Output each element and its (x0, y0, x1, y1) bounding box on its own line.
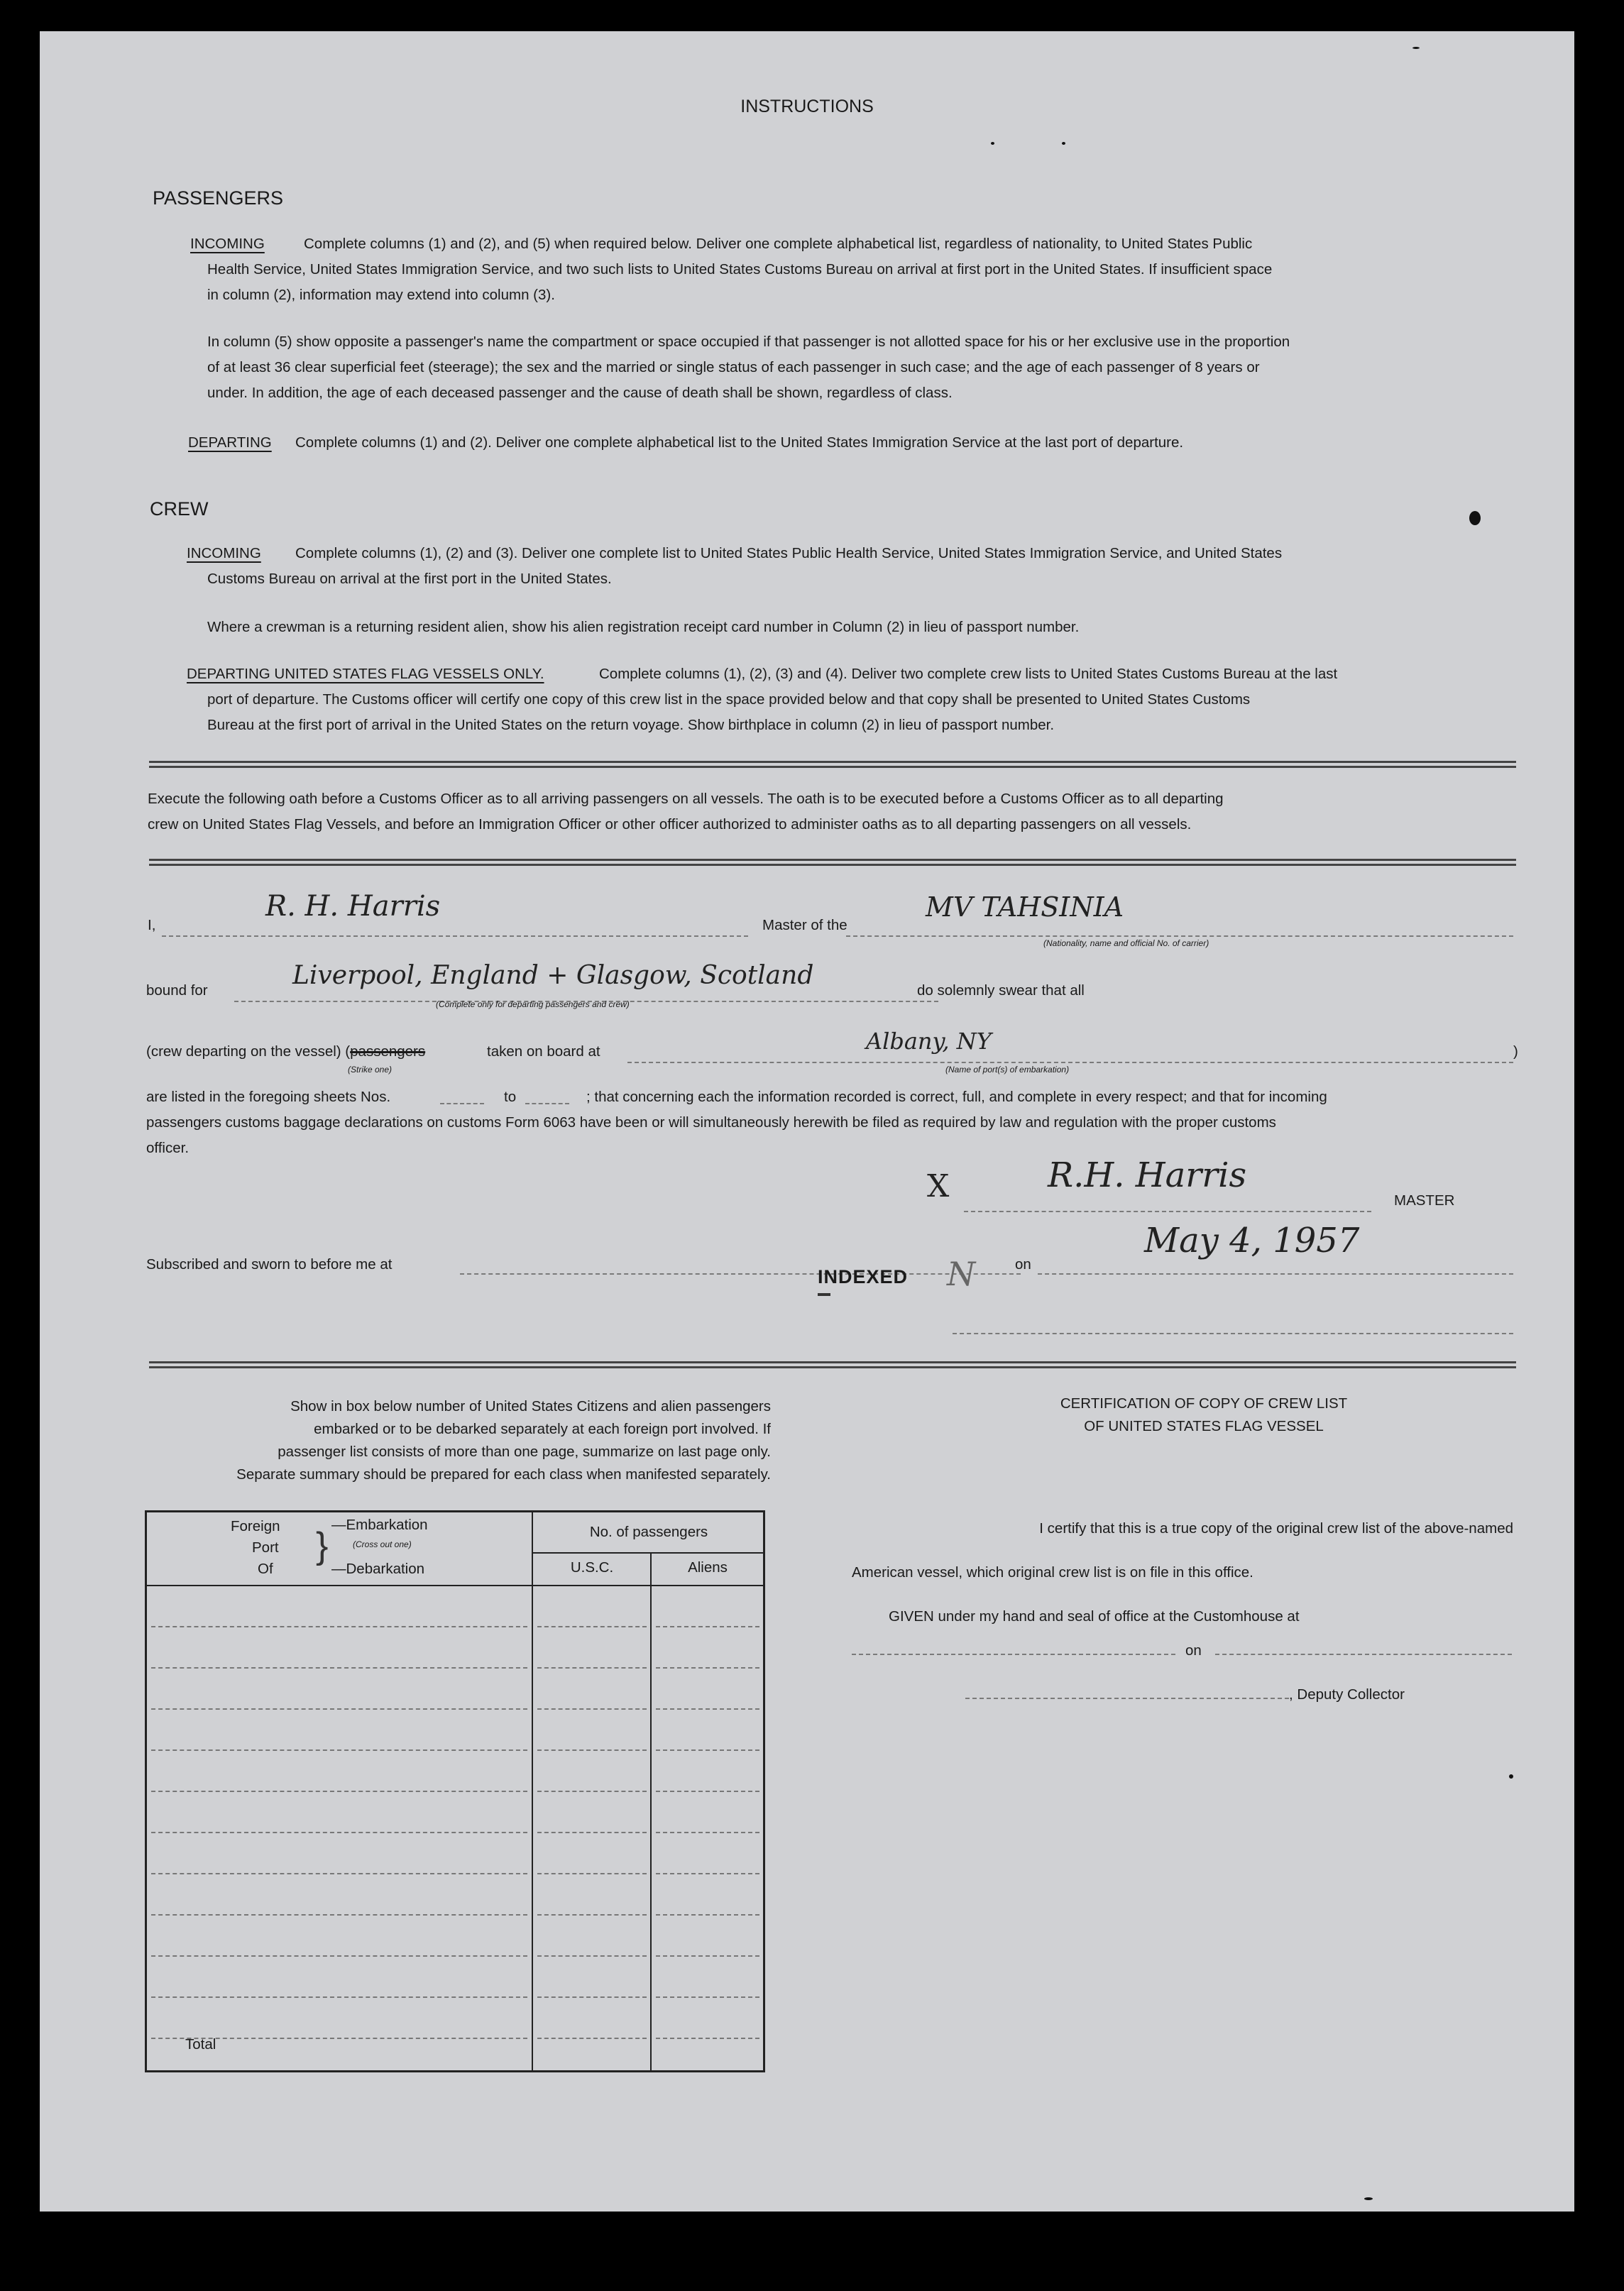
crew-resident-text: Where a crewman is a returning resident alien, show his alien registration receipt card number in Column (2) in lieu of passport number. (207, 619, 1080, 635)
cross-out-hint: (Cross out one) (353, 1539, 412, 1549)
column5-text-3: under. In addition, the age of each deceased passenger and the cause of death shall be shown, regardless of class. (207, 385, 953, 401)
crew-departing-text-2: port of departure. The Customs officer will certify one copy of this crew list in the space provided below and that copy shall be presented to United States Customs (207, 691, 1251, 708)
listed-text-a: are listed in the foregoing sheets Nos. (146, 1089, 391, 1105)
sheet-from-field[interactable] (440, 1096, 484, 1104)
port-header: Port (252, 1539, 279, 1556)
summary-cell[interactable] (151, 1751, 527, 1792)
subscribed-label: Subscribed and sworn to before me at (146, 1256, 393, 1273)
vessel-hint: (Nationality, name and official No. of carrier) (1043, 938, 1209, 948)
crew-departing-text-3: Bureau at the first port of arrival in the United States on the return voyage. Show birthplace in column (2) in lieu of passport number. (207, 717, 1055, 733)
summary-cell[interactable] (151, 1957, 527, 1998)
certification-on-label: on (1185, 1642, 1202, 1659)
of-header: Of (258, 1561, 273, 1577)
subscribed-date-field[interactable] (1038, 1266, 1513, 1275)
column5-text-1: In column (5) show opposite a passenger's name the compartment or space occupied if that passenger is not allotted space for his or her exclusive use in the proportion (207, 334, 1290, 350)
master-signature: R.H. Harris (1048, 1155, 1247, 1195)
usc-header: U.S.C. (570, 1559, 614, 1576)
summary-cell[interactable] (151, 1833, 527, 1874)
embarkation-label: —Embarkation (331, 1517, 428, 1533)
summary-intro-2: embarked or to be debarked separately at each foreign port involved. If (314, 1421, 771, 1437)
total-label: Total (185, 2036, 216, 2053)
summary-cell[interactable] (151, 1916, 527, 1957)
scan-speck (1412, 47, 1420, 49)
summary-intro-3: passenger list consists of more than one page, summarize on last page only. (278, 1444, 771, 1460)
signature-x: X (927, 1168, 950, 1204)
section-divider (149, 761, 1516, 768)
passengers-incoming-label: INCOMING (190, 236, 265, 252)
crew-heading: CREW (150, 498, 209, 520)
crew-incoming-text-2: Customs Bureau on arrival at the first port in the United States. (207, 571, 612, 587)
crew-departing-paren (146, 1039, 425, 1065)
scan-speck (1509, 1774, 1513, 1779)
section-divider (149, 1361, 1516, 1368)
summary-cell[interactable] (537, 1751, 647, 1792)
section-divider (149, 859, 1516, 866)
destination-handwritten: Liverpool, England + Glasgow, Scotland (292, 961, 814, 990)
signature-field[interactable] (964, 1204, 1371, 1212)
brace-icon: } (316, 1525, 329, 1566)
certification-text-3: GIVEN under my hand and seal of office at the Customhouse at (889, 1608, 1300, 1625)
form-sheet (40, 31, 1574, 2212)
crew-incoming-text-1: Complete columns (1), (2) and (3). Deliver one complete list to United States Public Health Service, United States Immigration Service, and United States (295, 545, 1283, 561)
summary-intro-4: Separate summary should be prepared for each class when manifested separately. (236, 1466, 771, 1483)
passengers-departing-label: DEPARTING (188, 434, 272, 451)
summary-cell[interactable] (656, 1874, 759, 1916)
foreign-header: Foreign (231, 1518, 280, 1534)
vessel-handwritten: MV TAHSINIA (926, 891, 1124, 923)
summary-cell[interactable] (656, 1586, 759, 1627)
passengers-incoming-text-2: Health Service, United States Immigration Service, and two such lists to United States Customs Bureau on arrival at first port in the United States. If insufficient space (207, 261, 1273, 278)
summary-cell[interactable] (656, 1751, 759, 1792)
summary-cell[interactable] (656, 1627, 759, 1669)
master-name-field[interactable] (162, 927, 748, 937)
summary-cell[interactable] (537, 1710, 647, 1751)
aliens-header: Aliens (688, 1559, 728, 1576)
certification-text-2: American vessel, which original crew list is on file in this office. (852, 1564, 1253, 1581)
summary-intro-1: Show in box below number of United States Citizens and alien passengers (290, 1398, 771, 1414)
bound-hint: (Complete only for departing passengers and crew) (436, 999, 630, 1009)
summary-cell[interactable] (656, 1833, 759, 1874)
passenger-summary-table (145, 1510, 765, 2072)
stamp-mark (818, 1293, 830, 1296)
summary-cell[interactable] (537, 1627, 647, 1669)
master-label: MASTER (1394, 1192, 1455, 1209)
certification-date-field[interactable] (1215, 1647, 1512, 1655)
passengers-option-struck: passengers (350, 1043, 426, 1060)
bound-for-label: bound for (146, 982, 208, 999)
page-title: INSTRUCTIONS (740, 97, 874, 116)
officer-field[interactable] (953, 1326, 1513, 1334)
column5-text-2: of at least 36 clear superficial feet (steerage); the sex and the married or single status of each passenger in such case; and the age of each passenger of 8 years or (207, 359, 1260, 375)
taken-on-board-label: taken on board at (487, 1043, 600, 1060)
summary-cell[interactable] (656, 1916, 759, 1957)
crew-departing-text-1: Complete columns (1), (2), (3) and (4). Deliver two complete crew lists to United States Customs Bureau at the last (599, 666, 1338, 682)
listed-to-label: to (504, 1089, 517, 1105)
certification-text-1: I certify that this is a true copy of the original crew list of the above-named (1039, 1520, 1513, 1537)
deputy-collector-label: , Deputy Collector (1289, 1686, 1405, 1703)
column-divider (532, 1512, 533, 2070)
customhouse-field[interactable] (852, 1647, 1175, 1655)
summary-cell[interactable] (656, 1792, 759, 1833)
passengers-incoming-text-3: in column (2), information may extend into column (3). (207, 287, 555, 303)
close-paren: ) (1513, 1043, 1518, 1060)
crew-incoming-label: INCOMING (187, 545, 261, 561)
passengers-departing-text: Complete columns (1) and (2). Deliver one complete alphabetical list to the United States Immigration Service at the last port of departure. (295, 434, 1184, 451)
summary-cell[interactable] (537, 1586, 647, 1627)
no-passengers-header: No. of passengers (589, 1524, 708, 1540)
passengers-heading: PASSENGERS (153, 187, 284, 209)
port-hint: (Name of port(s) of embarkation) (945, 1065, 1070, 1075)
summary-cell[interactable] (151, 1792, 527, 1833)
subscribed-place-field[interactable] (460, 1266, 1021, 1275)
sheet-to-field[interactable] (525, 1096, 569, 1104)
scan-speck (1062, 142, 1065, 145)
column-divider (650, 1552, 652, 2070)
certification-title-2: OF UNITED STATES FLAG VESSEL (1084, 1418, 1324, 1434)
oath-intro-2: crew on United States Flag Vessels, and before an Immigration Officer or other officer authorized to administer oaths as to all departing passengers on all vessels. (148, 816, 1192, 833)
scan-speck (1364, 2197, 1373, 2200)
listed-text-3: officer. (146, 1140, 190, 1156)
vessel-field[interactable] (846, 927, 1513, 937)
master-of-label: Master of the (762, 917, 847, 933)
summary-cell[interactable] (537, 1833, 647, 1874)
oath-intro-1: Execute the following oath before a Customs Officer as to all arriving passengers on all vessels. The oath is to be executed before a Customs Officer as to all departing (148, 791, 1224, 807)
swear-label: do solemnly swear that all (917, 982, 1085, 999)
date-handwritten: May 4, 1957 (1144, 1221, 1360, 1260)
summary-cell[interactable] (656, 1710, 759, 1751)
summary-cell[interactable] (151, 1874, 527, 1916)
indexed-stamp: INDEXED (818, 1266, 909, 1287)
summary-cell[interactable] (537, 1792, 647, 1833)
summary-cell[interactable] (537, 1916, 647, 1957)
summary-cell[interactable] (537, 1957, 647, 1998)
summary-cell[interactable] (151, 1710, 527, 1751)
port-field[interactable] (627, 1053, 1513, 1063)
oath-i-label: I, (148, 917, 156, 933)
scan-speck (991, 142, 994, 145)
scan-speck (1469, 511, 1481, 525)
summary-cell[interactable] (151, 1627, 527, 1669)
strike-hint: (Strike one) (348, 1065, 393, 1075)
listed-text-b: ; that concerning each the information recorded is correct, full, and complete in every respect; and that for incoming (586, 1089, 1327, 1105)
summary-cell[interactable] (151, 1669, 527, 1710)
crew-departing-option: (crew departing on the vessel) ( (146, 1043, 351, 1060)
master-name-handwritten: R. H. Harris (265, 890, 441, 923)
listed-text-2: passengers customs baggage declarations on customs Form 6063 have been or will simultaneously herewith be filed as required by law and regulation with the proper customs (146, 1114, 1276, 1131)
summary-cell[interactable] (656, 1669, 759, 1710)
summary-cell[interactable] (537, 1874, 647, 1916)
debarkation-label: —Debarkation (331, 1561, 425, 1577)
header-divider (532, 1552, 765, 1554)
certification-title-1: CERTIFICATION OF COPY OF CREW LIST (1060, 1395, 1348, 1412)
port-handwritten: Albany, NY (866, 1028, 992, 1055)
summary-cell[interactable] (656, 1998, 759, 2039)
summary-cell[interactable] (537, 1669, 647, 1710)
summary-cell[interactable] (656, 1957, 759, 1998)
subscribed-on-label: on (1015, 1256, 1031, 1273)
indexed-mark: N (947, 1255, 976, 1293)
crew-departing-label: DEPARTING UNITED STATES FLAG VESSELS ONLY. (187, 666, 544, 682)
summary-cell[interactable] (151, 1586, 527, 1627)
deputy-collector-field[interactable] (965, 1691, 1289, 1699)
summary-cell[interactable] (537, 1998, 647, 2039)
passengers-incoming-text-1: Complete columns (1) and (2), and (5) when required below. Deliver one complete alphabetical list, regardless of nationality, to United States Public (304, 236, 1253, 252)
